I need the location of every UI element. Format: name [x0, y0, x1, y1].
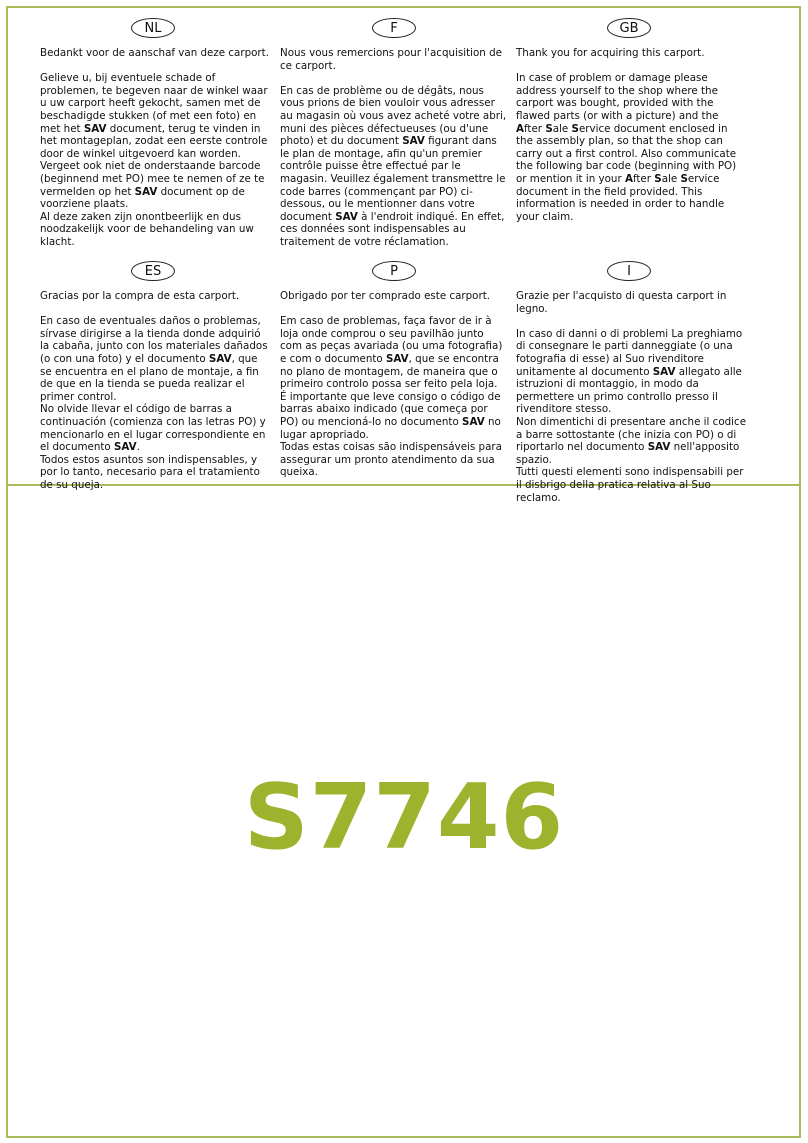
es-paragraph-1: En caso de eventuales daños o problemas, sírvase dirigirse a la tienda donde adquirió la cabaña, junto con los materiales dañados (o con una foto) y el documento SAV, que se encuentra en el plano de montaje, a fin de que en la tienda se pueda realizar el primer control.	[40, 315, 268, 403]
p-paragraph-3: Todas estas coisas são indispensáveis para assegurar um pronto atendimento da sua queixa.	[280, 441, 502, 479]
es-paragraph-3: Todos estos asuntos son indispensables, y por lo tanto, necesario para el tratamiento de su queja.	[40, 453, 260, 491]
p-thanks: Obrigado por ter comprado este carport.	[280, 290, 491, 302]
i-paragraph-3: Tutti questi elementi sono indispensabili per il disbrigo della pratica relativa al Suo reclamo.	[516, 466, 744, 504]
nl-paragraph-1: Gelieve u, bij eventuele schade of problemen, te begeven naar de winkel waar u uw carport heeft gekocht, samen met de beschadigde stukken (of met een foto) en met het SAV document, terug te vinden in het montageplan, zodat een eerste controle door de winkel uitgevoerd kan worden.	[40, 72, 268, 160]
language-badge-i: I	[607, 261, 651, 281]
nl-paragraph-2: Vergeet ook niet de onderstaande barcode (beginnend met PO) mee te nemen of ze te vermelden op het SAV document op de voorziene plaats.	[40, 160, 265, 211]
es-thanks: Gracias por la compra de esta carport.	[40, 290, 240, 302]
p-paragraph-2: É importante que leve consigo o código de barras abaixo indicado (que começa por PO) ou mencioná-lo no documento SAV no lugar apropriado.	[280, 390, 501, 441]
p-paragraph-1: Em caso de problemas, faça favor de ir à loja onde comprou o seu pavilhão junto com as peças avariada (ou uma fotografia) e com o documento SAV, que se encontra no plano de montagem, de maneira que o primeiro controlo possa ser feito pela loja.	[280, 315, 503, 391]
language-badge-f: F	[372, 18, 416, 38]
f-paragraph-1: En cas de problème ou de dégâts, nous vous prions de bien vouloir vous adresser au magasin où vous avez acheté votre abri, muni des pièces défectueuses (ou d'une photo) et du document SAV figurant dans le plan de montage, afin qu'un premier contrôle puisse être effectué par le magasin. Veuillez également transmettre le code barres (commençant par PO) ci-dessous, ou le mentionner dans votre document SAV à l'endroit indiqué. En effet, ces données sont indispensables au traitement de votre réclamation.	[280, 84, 507, 248]
language-badge-gb: GB	[607, 18, 651, 38]
f-thanks: Nous vous remercions pour l'acquisition de ce carport.	[280, 47, 502, 72]
section-nl	[40, 47, 270, 249]
section-gb	[516, 47, 744, 223]
i-thanks: Grazie per l'acquisto di questa carport in legno.	[516, 290, 727, 315]
language-badge-es: ES	[131, 261, 175, 281]
section-i	[516, 290, 748, 504]
language-badge-p: P	[372, 261, 416, 281]
section-p	[280, 290, 508, 479]
nl-paragraph-3: Al deze zaken zijn onontbeerlijk en dus noodzakelijk voor de behandeling van uw klacht.	[40, 210, 254, 248]
product-code: S7746	[243, 765, 565, 870]
gb-paragraph-1: In case of problem or damage please address yourself to the shop where the carport was bought, provided with the flawed parts (or with a picture) and the After Sale Service document enclosed in the assembly plan, so that the shop can carry out a first control. Also communicate the following bar code (beginning with PO) or mention it in your After Sale Service document in the field provided. This information is needed in order to handle your claim.	[516, 72, 737, 223]
i-paragraph-1: In caso di danni o di problemi La preghiamo di consegnare le parti danneggiate (o una fotografia di esse) al Suo rivenditore unitamente al documento SAV allegato alle istruzioni di montaggio, in modo da permettere un primo controllo presso il rivenditore stesso.	[516, 327, 743, 416]
section-f	[280, 47, 508, 249]
es-paragraph-2: No olvide llevar el código de barras a continuación (comienza con las letras PO) y mencionarlo en el lugar correspondiente en el documento SAV.	[40, 403, 266, 454]
language-badge-nl: NL	[131, 18, 175, 38]
section-es	[40, 290, 270, 492]
gb-thanks: Thank you for acquiring this carport.	[516, 47, 705, 59]
nl-thanks: Bedankt voor de aanschaf van deze carport.	[40, 47, 269, 59]
i-paragraph-2: Non dimentichi di presentare anche il codice a barre sottostante (che inizia con PO) o di riportarlo nel documento SAV nell'apposito spazio.	[516, 415, 747, 466]
